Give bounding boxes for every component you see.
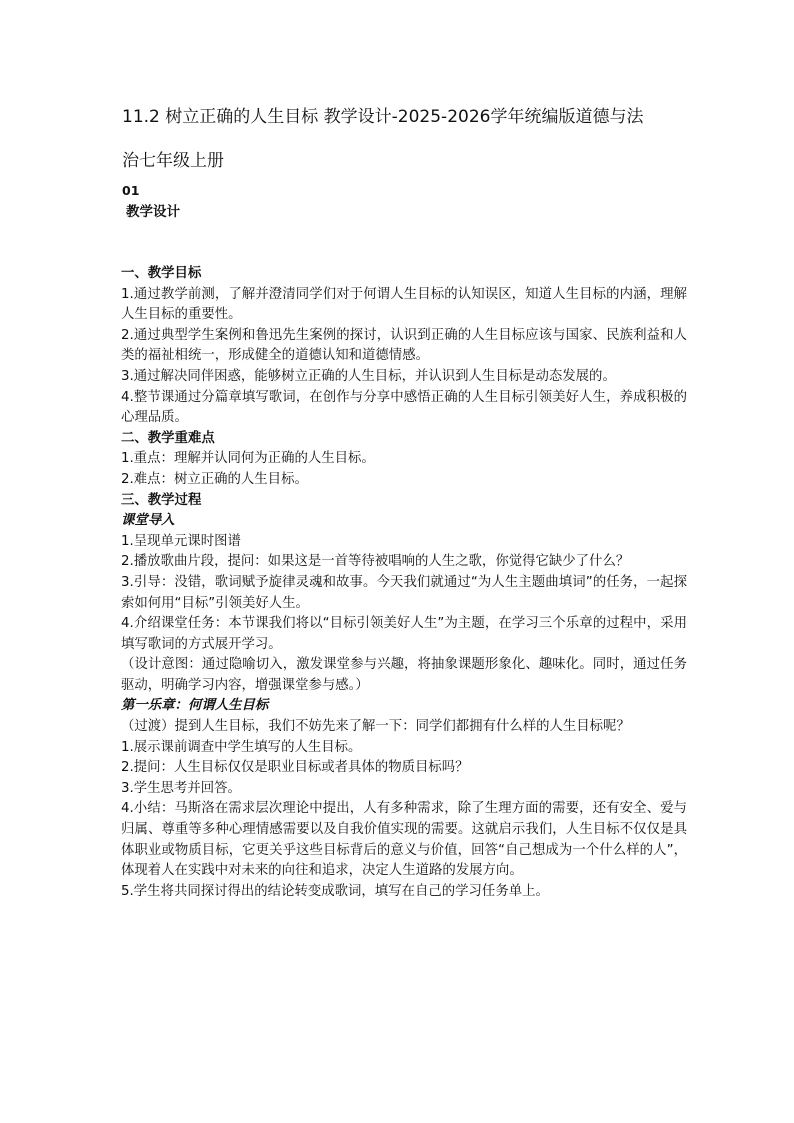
section-heading: 教学设计 <box>126 204 180 220</box>
difficult-point: 2.难点：树立正确的人生目标。 <box>121 471 308 487</box>
heading-teaching-process: 三、教学过程 <box>121 492 202 508</box>
intro-step-4: 4.介绍课堂任务：本节课我们将以“目标引领美好人生”为主题，在学习三个乐章的过程中，采用填写歌词的方式展开学习。 <box>121 616 687 652</box>
document-title-line-2: 治七年级上册 <box>122 151 224 171</box>
key-point: 1.重点：理解并认同何为正确的人生目标。 <box>121 451 375 467</box>
objective-2: 2.通过典型学生案例和鲁迅先生案例的探讨，认识到正确的人生目标应该与国家、民族利益和人类的福祉相统一，形成健全的道德认知和道德情感。 <box>121 327 687 364</box>
intro-step-1: 1.呈现单元课时图谱 <box>121 533 241 549</box>
section-number: 01 <box>122 183 140 198</box>
movement-step-4: 4.小结：马斯洛在需求层次理论中提出，人有多种需求，除了生理方面的需要，还有安全、爱与归属、尊重等多种心理情感需要以及自我价值实现的需要。这就启示我们，人生目标不仅仅是具体职业或物质目标，它更关乎这些目标背后的意义与价值，回答“自己想成为一个什么样的人”，体现着人在实践中对未来的向往和追求，决定人生道路的发展方向。 <box>121 801 687 879</box>
heading-teaching-objectives: 一、教学目标 <box>121 266 202 281</box>
design-intent-note: （设计意图：通过隐喻切入，激发课堂参与兴趣，将抽象课题形象化、趣味化。同时，通过任务驱动，明确学习内容，增强课堂参与感。） <box>121 657 687 693</box>
movement-step-5: 5.学生将共同探讨得出的结论转变成歌词，填写在自己的学习任务单上。 <box>121 883 549 899</box>
heading-key-points: 二、教学重难点 <box>121 430 215 446</box>
movement-step-2: 2.提问：人生目标仅仅是职业目标或者具体的物质目标吗？ <box>121 760 469 776</box>
intro-step-3: 3.引导：没错，歌词赋予旋律灵魂和故事。今天我们就通过“为人生主题曲填词”的任务，一起探索如何用“目标”引领美好人生。 <box>121 574 687 611</box>
intro-step-2: 2.播放歌曲片段，提问：如果这是一首等待被唱响的人生之歌，你觉得它缺少了什么？ <box>121 554 630 570</box>
objective-4: 4.整节课通过分篇章填写歌词，在创作与分享中感悟正确的人生目标引领美好人生，养成积极的心理品质。 <box>121 389 687 426</box>
movement-step-1: 1.展示课前调查中学生填写的人生目标。 <box>121 739 362 755</box>
objective-3: 3.通过解决同伴困惑，能够树立正确的人生目标，并认识到人生目标是动态发展的。 <box>121 368 616 384</box>
transition-note: （过渡）提到人生目标，我们不妨先来了解一下：同学们都拥有什么样的人生目标呢？ <box>121 719 630 735</box>
document-body <box>121 264 687 902</box>
document-title-line-1: 11.2 树立正确的人生目标 教学设计-2025-2026学年统编版道德与法 <box>122 107 644 127</box>
subheading-lesson-intro: 课堂导入 <box>121 513 175 529</box>
movement-step-3: 3.学生思考并回答。 <box>121 780 241 796</box>
objective-1: 1.通过教学前测，了解并澄清同学们对于何谓人生目标的认知误区，知道人生目标的内涵，理解人生目标的重要性。 <box>121 286 687 323</box>
subheading-movement-one: 第一乐章：何谓人生目标 <box>121 698 269 714</box>
